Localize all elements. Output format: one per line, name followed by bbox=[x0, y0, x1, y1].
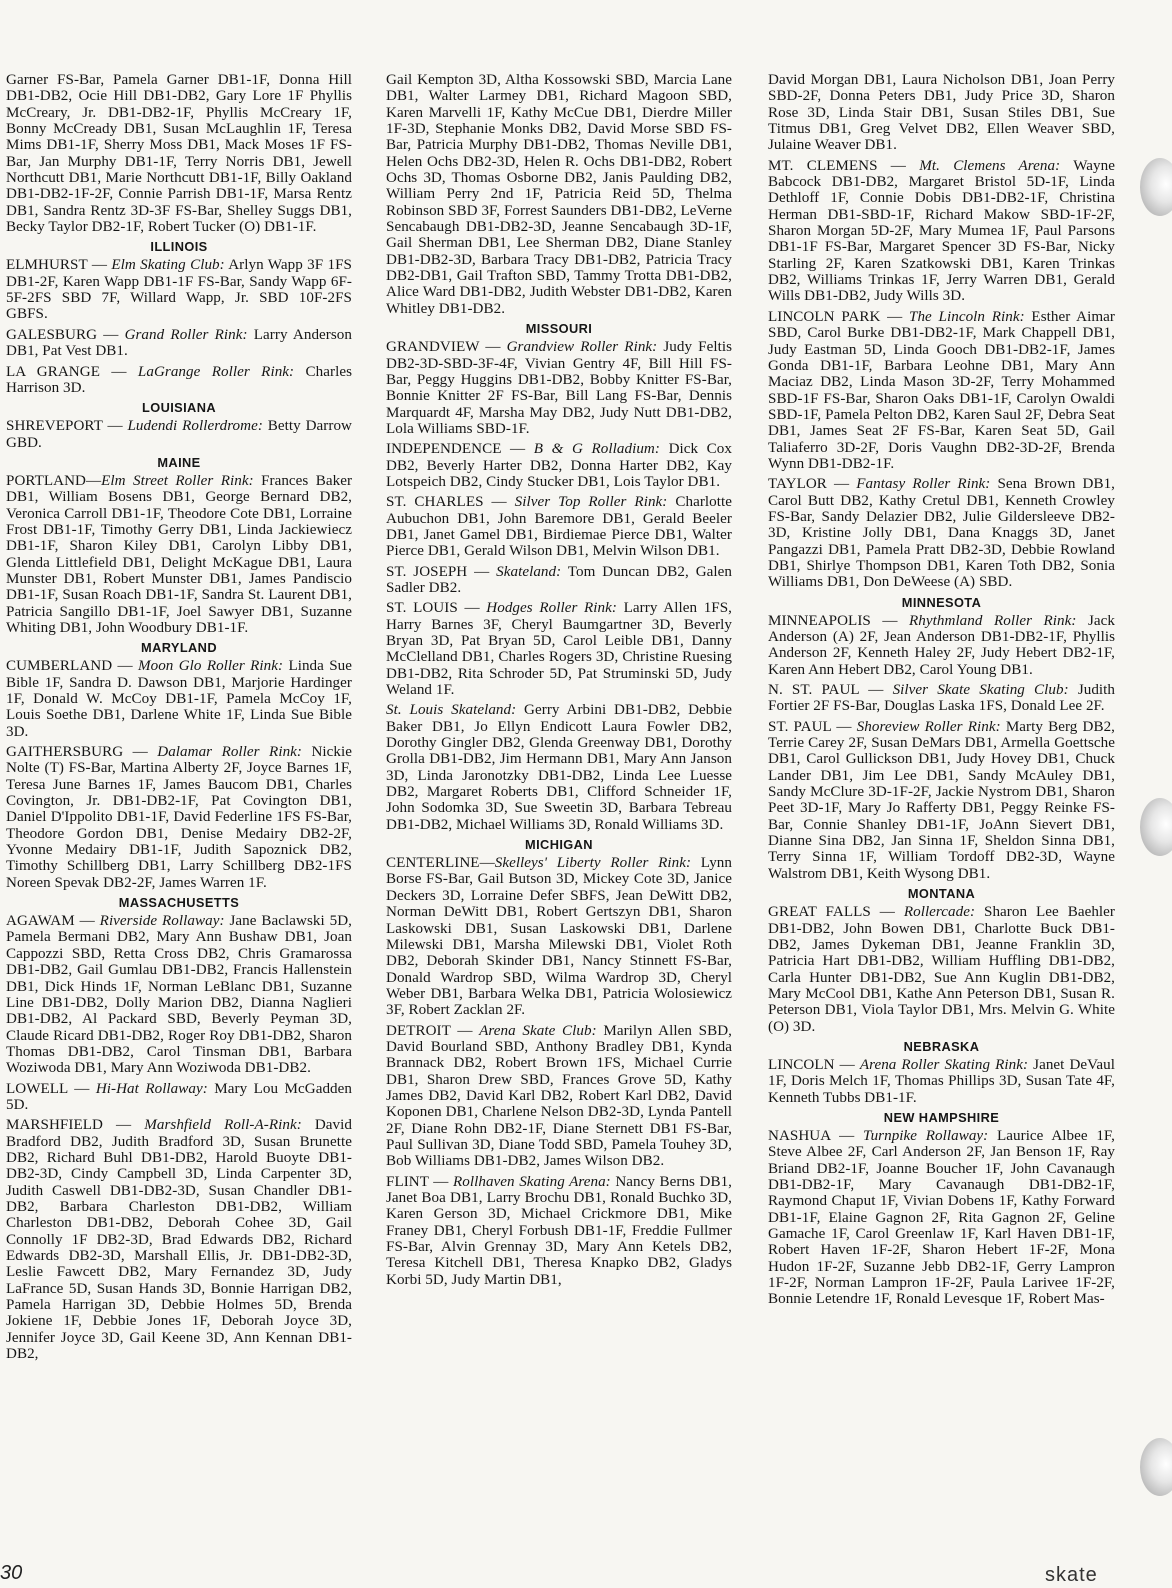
state-heading: MICHIGAN bbox=[525, 837, 593, 853]
city-name: LA GRANGE bbox=[6, 363, 100, 380]
skater-list: Frances Baker DB1, William Bosens DB1, George Bernard DB2, Veronica Carroll DB1-1F, Theodore Cote DB1, Lorraine Frost DB1-1F, Timothy Gerry DB1, Linda Jackiewiecz DB1-1F, Sharon Kiley DB1, Carolyn Libby DB1, Glenda Littlefield DB1, Delight McKague DB1, Laura Munster DB1, Robert Munster DB1, James Pandiscio DB1-1F, Susan Roach DB1-1F, Sandra St. Laurent DB1, Patricia Sangillo DB1-1F, Joel Sawyer DB1, Suzanne Whiting DB1, John Woodbury DB1-1F. bbox=[6, 472, 353, 636]
separator: — bbox=[102, 1117, 145, 1134]
state-heading: LOUISIANA bbox=[142, 400, 216, 416]
separator: — bbox=[450, 1022, 480, 1039]
rink-entry bbox=[386, 1174, 732, 1288]
skater-list: Gail Kempton 3D, Altha Kossowski SBD, Marcia Lane DB1, Walter Larmey DB1, Richard Magoon SBD, Karen Marvelli 1F, Kathy McCue DB1, Dierdre Miller 1F-3D, Stephanie Monks DB2, David Morse SBD FS-Bar, Patricia Murphy DB1-DB2, Thomas Neville DB1, Helen Ochs DB2-3D, Helen R. Ochs DB1-DB2, Robert Ochs 3D, Thomas Osborne DB2, Janis Paulding DB2, William Perry 2nd 1F, Patricia Reid 5D, Thelma Robinson SBD 3F, Forrest Saunders DB1-DB2, LeVerne Sencabaugh DB1-DB2-3D, Jeanne Sencabaugh 3D-1F, Gail Sherman DB1, Lee Sherman DB2, Diane Stanley DB1-DB2-3D, Barbara Tracy DB1-DB2, Patricia Tracy DB2-DB1, Gail Trafton SBD, Tammy Trotta DB1-DB2, Alice Ward DB1-DB2, Judith Webster DB1-DB2, Karen Whitley DB1-DB2. bbox=[386, 72, 732, 317]
separator: — bbox=[112, 658, 138, 675]
skater-list: Nancy Berns DB1, Janet Boa DB1, Larry Brochu DB1, Ronald Buchko 3D, Karen Gerson 3D, Michael Crickmore DB1, Mike Franey DB1, Cheryl Forbush DB1-1F, Freddie Fullmer FS-Bar, Alvin Grennay 3D, Mary Ann Ketels DB2, Teresa Kitchell DB1, Theresa Knapko DB2, Gladys Korbi 5D, Judy Martin DB1, bbox=[386, 1173, 733, 1288]
city-name: ELMHURST bbox=[6, 257, 88, 274]
city-name: LINCOLN bbox=[768, 1056, 835, 1073]
city-name: LOWELL bbox=[6, 1080, 68, 1097]
skater-list: Mary Lou McGadden 5D. bbox=[6, 1080, 352, 1113]
state-heading: MASSACHUSETTS bbox=[118, 895, 240, 911]
rink-name: Elm Street Roller Rink: bbox=[101, 472, 254, 489]
rink-name: Marshfield Roll-A-Rink: bbox=[144, 1117, 302, 1134]
skater-list: Arlyn Wapp 3F 1FS DB1-2F, Karen Wapp DB1-1F FS-Bar, Sandy Wapp 6F-5F-2FS SBD 7F, Willard Wapp, Jr. SBD 10F-2FS GBFS. bbox=[6, 257, 352, 323]
separator: — bbox=[870, 612, 910, 629]
rink-entry bbox=[6, 913, 352, 1076]
rink-entry bbox=[386, 564, 732, 597]
skater-list: Nickie Nolte (T) FS-Bar, Martina Alberty 2F, Joyce Barnes 1F, Teresa June Barnes 1F, James Baucom DB1, Charles Covington, Jr. DB1-DB2-1F, Pat Covington DB1, Daniel D'Ippolito DB1-1F, David Federline 1FS FS-Bar, Theodore Gordon DB1, Denise Medairy DB2-2F, Yvonne Medairy DB1-1F, Judith Sapoznick DB2, Timothy Schillberg DB1, Larry Schillberg DB2-1FS Noreen Spevak DB2-2F, James Warren 1F. bbox=[6, 744, 353, 891]
city-name: GAITHERSBURG bbox=[6, 744, 124, 761]
city-name: LINCOLN PARK bbox=[768, 308, 881, 325]
state-heading: ILLINOIS bbox=[150, 239, 208, 255]
rink-name: Dalamar Roller Rink: bbox=[157, 744, 302, 761]
rink-name: Riverside Rollaway: bbox=[99, 913, 225, 930]
rink-entry bbox=[6, 257, 352, 322]
separator: — bbox=[428, 1173, 453, 1190]
column-3 bbox=[768, 72, 1115, 1312]
skater-list: Charlotte Aubuchon DB1, John Baremore DB1, Gerald Beeler DB1, Janet Gamel DB1, Birdiemae Pierce DB1, Walter Pierce DB1, Gerald Wilson DB1, Melvin Wilson DB1. bbox=[386, 494, 732, 560]
rink-name: Hi-Hat Rollaway: bbox=[95, 1080, 208, 1097]
skater-list: Tom Duncan DB2, Galen Sadler DB2. bbox=[386, 563, 732, 596]
rink-name: Grandview Roller Rink: bbox=[506, 339, 658, 356]
rink-entry bbox=[768, 613, 1115, 678]
rink-entry bbox=[768, 309, 1115, 472]
rink-entry bbox=[6, 72, 352, 235]
rink-entry bbox=[6, 658, 352, 740]
city-name: GREAT FALLS bbox=[768, 904, 871, 921]
rink-name: Hodges Roller Rink: bbox=[486, 600, 617, 617]
city-name: INDEPENDENCE bbox=[386, 441, 502, 458]
binder-hole bbox=[1140, 798, 1172, 856]
separator: — bbox=[830, 1127, 863, 1144]
rink-entry bbox=[386, 600, 732, 698]
rink-entry bbox=[768, 719, 1115, 882]
rink-name: Mt. Clemens Arena: bbox=[919, 157, 1061, 174]
rink-entry bbox=[6, 418, 352, 451]
state-heading: MISSOURI bbox=[525, 321, 593, 337]
separator: — bbox=[859, 682, 893, 699]
state-heading: NEBRASKA bbox=[903, 1038, 980, 1054]
separator: — bbox=[826, 476, 857, 493]
skater-list: Judy Feltis DB2-3D-SBD-3F-4F, Vivian Gentry 4F, Bill Hill FS-Bar, Peggy Huggins DB1-DB2, Bobby Knitter FS-Bar, Bonnie Knitter 2F FS-Bar, Bill Lang FS-Bar, Dennis Marquardt 4F, Marsha May DB2, Judy Nutt DB1-DB2, Lola Williams SBD-1F. bbox=[386, 339, 732, 437]
rink-name: Rollercade: bbox=[903, 904, 976, 921]
skater-list: Marty Berg DB2, Terrie Carey 2F, Susan DeMars DB1, Armella Goettsche DB1, Carol Gullickson DB1, Judy Hovey DB1, Chuck Lander DB1, Jim Lee DB1, Sandy McAuley DB1, Sandy McClure 3D-1F-2F, Jackie Nystrom DB1, Sharon Peet 3D-1F, Mary Jo Rafferty DB1, Peggy Reinke FS-Bar, Connie Shanley DB1-1F, JoAnn Sievert DB1, Dianne Sina DB2, Jan Sinna 1F, Sheldon Sinna DB1, Terry Sinna 1F, William Tordoff DB2-3D, Wayne Walstrom DB1, Keith Wysong DB1. bbox=[768, 718, 1115, 882]
rink-name: LaGrange Roller Rink: bbox=[137, 363, 295, 380]
skater-list: Linda Sue Bible 1F, Sandra D. Dawson DB1, Marjorie Hardinger 1F, Donald W. McCoy DB1-1F, Pamela McCoy 1F, Louis Soethe DB1, Darlene White 1F, Linda Sue Bible 3D. bbox=[6, 658, 353, 740]
rink-name: Rhythmland Roller Rink: bbox=[909, 612, 1077, 629]
rink-name: Elm Skating Club: bbox=[111, 257, 225, 274]
city-name: MARSHFIELD bbox=[6, 1117, 103, 1134]
separator: — bbox=[479, 855, 495, 872]
skater-list: Esther Aimar SBD, Carol Burke DB1-DB2-1F, Mark Chappell DB1, Judy Eastman 5D, Linda Gooch DB1-DB2-1F, James Gonda DB1-1F, Barbara Leohne DB1, Mary Ann Maciaz DB2, Linda Mason 3D-2F, Terry Mohammed SBD-1F FS-Bar, Sharon Oaks DB1-1F, Carolyn Owaldi SBD-1F, Pamela Pelton DB2, Karen Saul 2F, Debra Seat DB1, James Seat 2F FS-Bar, Karen Seat 5D, Gail Taliaferro 3D-2F, Doris Vaughn DB2-3D-2F, Brenda Wynn DB1-DB2-1F. bbox=[768, 308, 1115, 472]
rink-entry bbox=[386, 855, 732, 1018]
rink-name: Fantasy Roller Rink: bbox=[856, 476, 991, 493]
state-heading: MINNESOTA bbox=[901, 594, 982, 610]
city-name: GALESBURG bbox=[6, 326, 98, 343]
skater-list: Janet DeVaul 1F, Doris Melch 1F, Thomas Phillips 3D, Susan Tate 4F, Kenneth Tubbs DB1-1F. bbox=[768, 1056, 1116, 1106]
rink-entry bbox=[6, 744, 352, 891]
column-2 bbox=[386, 72, 732, 1292]
city-name: SHREVEPORT bbox=[6, 418, 103, 435]
skater-list: Garner FS-Bar, Pamela Garner DB1-1F, Donna Hill DB1-DB2, Ocie Hill DB1-DB2, Gary Lore 1F Phyllis McCreary, Jr. DB1-DB2-1F, Phyllis McCreary 1F, Bonny McCready DB1, Susan McLaughlin 1F, Teresa Mims DB1-1F, Sherry Moss DB1, Mack Moses 1F FS-Bar, Jan Murphy DB1-1F, Terry Norris DB1, Jewell Northcutt DB1, Marie Northcutt DB1-1F, Billy Oakland DB1-DB2-1F-2F, Connie Parrish DB1-1F, Marsa Rentz DB1, Sandra Rentz 3D-3F FS-Bar, Shelley Suggs DB1, Becky Taylor DB2-1F, Robert Tucker (O) DB1-1F. bbox=[6, 72, 352, 236]
separator: — bbox=[467, 563, 497, 580]
skater-list: Larry Anderson DB1, Pat Vest DB1. bbox=[6, 326, 352, 360]
separator: — bbox=[479, 339, 507, 356]
rink-entry bbox=[386, 72, 732, 317]
rink-name: Silver Skate Skating Club: bbox=[892, 682, 1069, 699]
rink-name: Ludendi Rollerdrome: bbox=[127, 418, 263, 435]
column-1 bbox=[6, 72, 352, 1366]
rink-entry bbox=[386, 441, 732, 490]
skater-list: Larry Allen 1FS, Harry Barnes 3F, Cheryl Baumgartner 3D, Beverly Bryan 3D, Pat Bryan 5D, Carol Leible DB1, Danny McClelland DB1, Charles Rogers 3D, Christine Ruesing DB1-DB2, Rita Schroder 5D, Pat Struminski 5D, Judy Weland 1F. bbox=[386, 600, 733, 699]
separator: — bbox=[86, 472, 102, 489]
skater-list: Charles Harrison 3D. bbox=[6, 363, 352, 396]
rink-name: Grand Roller Rink: bbox=[124, 326, 248, 343]
skater-list: Dick Cox DB2, Beverly Harter DB2, Donna Harter DB2, Kay Lotspeich DB2, Cindy Stucker DB1, Lois Taylor DB1. bbox=[386, 441, 732, 490]
rink-entry bbox=[768, 72, 1115, 154]
rink-entry bbox=[768, 682, 1115, 715]
skater-list: Wayne Babcock DB1-DB2, Margaret Bristol 5D-1F, Linda Dethloff 1F, Connie Dobis DB1-DB2-1F, Christina Herman DB1-SBD-1F, Richard Makow SBD-1F-2F, Sharon Morgan 5D-2F, Mary Mumea 1F, Paul Parsons DB1-1F FS-Bar, Margaret Spencer 3D FS-Bar, Nicky Starling 2F, Karen Szatkowski DB1, Karen Trinkas DB2, Williams Trinkas 1F, Jerry Warren DB1, Gerald Wills DB1-DB2, Judy Wills 3D. bbox=[768, 157, 1115, 305]
rink-entry bbox=[6, 364, 352, 397]
state-heading: MARYLAND bbox=[141, 640, 217, 656]
rink-name: Turnpike Rollaway: bbox=[862, 1127, 989, 1144]
rink-entry bbox=[386, 1023, 732, 1170]
city-name: N. ST. PAUL bbox=[768, 682, 860, 699]
rink-entry bbox=[768, 158, 1115, 305]
skater-list: Jane Baclawski 5D, Pamela Bermani DB2, Mary Ann Bushaw DB1, Joan Cappozzi SBD, Retta Cross DB2, Chris Gramarossa DB1-DB2, Gail Gumlau DB1-DB2, Francis Hallenstein DB1, Dick Hinds 1F, Norman LeBlanc DB1, Suzanne Line DB1-DB2, Dolly Marion DB2, Dianna Naglieri DB1-DB2, Al Packard SBD, Beverly Peyman 3D, Claude Ricard DB1-DB2, Roger Roy DB1-DB2, Sharon Thomas DB1-DB2, Carol Tinsman DB1, Barbara Woziwoda DB1, Mary Ann Woziwoda DB1-DB2. bbox=[6, 913, 352, 1077]
separator: — bbox=[87, 257, 112, 274]
rink-entry bbox=[386, 702, 732, 833]
separator: — bbox=[74, 913, 100, 930]
separator: — bbox=[123, 744, 158, 761]
city-name: ST. PAUL bbox=[768, 718, 832, 735]
city-name: CENTERLINE bbox=[386, 855, 480, 872]
state-heading: MAINE bbox=[157, 454, 201, 470]
skater-list: Marilyn Allen SBD, David Bourland SBD, Anthony Bradley DB1, Kynda Brannack DB2, Robert Brown 1FS, Michael Currie DB1, Sharon Drew SBD, Frances Grove 5D, Kathy James DB2, David Karl DB2, Robert Karl DB2, David Koponen DB1, Charlene Nelson DB2-3D, Lynda Pantell 2F, Diane Rohn DB2-1F, Diane Sternett DB1 FS-Bar, Paul Sullivan 3D, Diane Todd SBD, Pamela Touhey 3D, Bob Williams DB1-DB2, James Wilson DB2. bbox=[386, 1022, 732, 1170]
city-name: PORTLAND bbox=[6, 472, 86, 489]
rink-entry bbox=[386, 339, 732, 437]
city-name: FLINT bbox=[386, 1173, 429, 1190]
city-name: MINNEAPOLIS bbox=[768, 612, 871, 629]
city-name: TAYLOR bbox=[768, 476, 827, 493]
page-number: 30 bbox=[0, 1562, 23, 1584]
skater-list: Judith Fortier 2F FS-Bar, Douglas Laska 1FS, Donald Lee 2F. bbox=[768, 682, 1116, 715]
city-name: ST. JOSEPH bbox=[386, 563, 468, 580]
separator: — bbox=[67, 1080, 96, 1097]
skater-list: David Morgan DB1, Laura Nicholson DB1, Joan Perry SBD-2F, Donna Peters DB1, Judy Price 3D, Sharon Rose 3D, Linda Stair DB1, Susan Stiles DB1, Sue Titmus DB1, Greg Velvet DB2, Ellen Weaver SBD, Julaine Weaver DB1. bbox=[768, 72, 1115, 154]
rink-entry bbox=[6, 327, 352, 360]
rink-name: Rollhaven Skating Arena: bbox=[453, 1173, 611, 1190]
rink-name: Skelleys' Liberty Roller Rink: bbox=[494, 855, 692, 872]
skater-list: Jack Anderson (A) 2F, Jean Anderson DB1-DB2-1F, Phyllis Anderson 2F, Kenneth Haley 2F, Judy Hebert DB2-1F, Karen Ann Hebert DB2, Carol Young DB1. bbox=[768, 612, 1115, 678]
separator: — bbox=[880, 308, 910, 325]
rink-name: Moon Glo Roller Rink: bbox=[137, 658, 284, 675]
city-name: GRANDVIEW bbox=[386, 339, 480, 356]
city-name: AGAWAM bbox=[6, 913, 75, 930]
skater-list: David Bradford DB2, Judith Bradford 3D, Susan Brunette DB2, Richard Buhl DB1-DB2, Harold Buoyte DB1-DB2-3D, Cindy Campbell 3D, Linda Carpenter 3D, Judith Caswell DB1-DB2-3D, Susan Chandler DB1-DB2, Barbara Charleston DB1-DB2, William Charleston DB1-DB2, Deborah Cohee 3D, Gail Connolly 1F DB2-3D, Brad Edwards DB2, Richard Edwards DB2-3D, Marshall Ellis, Jr. DB1-DB2-3D, Leslie Fawcett DB2, Mary Fernandez 3D, Judy LaFrance 5D, Susan Hands 3D, Bonnie Harrigan DB2, Pamela Harrigan 3D, Debbie Holmes 5D, Brenda Jokiene 1F, Debbie Jones 1F, Deborah Joyce 3D, Jennifer Joyce 3D, Gail Keene 3D, Ann Kennan DB1-DB2, bbox=[6, 1117, 352, 1363]
separator: — bbox=[97, 326, 125, 343]
city-name: ST. CHARLES bbox=[386, 494, 484, 511]
city-name: CUMBERLAND bbox=[6, 658, 113, 675]
footer-magazine-name: skate bbox=[1045, 1564, 1098, 1586]
city-name: NASHUA bbox=[768, 1127, 831, 1144]
rink-entry bbox=[768, 904, 1115, 1035]
separator: — bbox=[99, 363, 138, 380]
rink-entry bbox=[768, 476, 1115, 590]
rink-name: B & G Rolladium: bbox=[533, 441, 660, 458]
skater-list: Lynn Borse FS-Bar, Gail Butson 3D, Mickey Cote 3D, Janice Deckers 3D, Lorraine Defer SBFS, Jean DeWitt DB2, Norman DeWitt DB1, Robert Gertszyn DB1, Sharon Laskowski DB1, Susan Laskowski DB1, Darlene Milewski DB1, Marsha Milewski DB1, Violet Roth DB2, Deborah Skinder DB1, Nancy Stinnett FS-Bar, Donald Wardrop SBD, Wilma Wardrop 3D, Cheryl Weber DB1, Barbara Welka DB1, Patricia Wolosiewicz 3F, Robert Zacklan 2F. bbox=[386, 855, 732, 1019]
skater-list: Gerry Arbini DB1-DB2, Debbie Baker DB1, Jo Ellyn Endicott Laura Fowler DB2, Dorothy Gingler DB2, Glenda Greenway DB1, Dorothy Grolla DB1-DB2, Jim Hermann DB1, Mary Ann Janson 3D, Linda Jaronotzky DB1-DB2, Linda Lee Luesse DB2, Margaret Roberts DB1, Clifford Schneider 1F, John Sodomka 3D, Sue Sweetin 3D, Barbara Tebreau DB1-DB2, Michael Williams 3D, Ronald Williams 3D. bbox=[386, 702, 732, 833]
separator: — bbox=[483, 494, 515, 511]
separator: — bbox=[870, 904, 904, 921]
rink-entry bbox=[6, 1117, 352, 1362]
separator: — bbox=[457, 600, 487, 617]
separator: — bbox=[834, 1056, 860, 1073]
skater-list: Sena Brown DB1, Carol Butt DB2, Kathy Cretul DB1, Kenneth Crowley FS-Bar, Sandy Delazier DB2, Julie Gildersleeve DB2-3D, Kristine Jolly DB1, Dana Knaggs 3D, Janet Pangazzi DB1, Pamela Pratt DB2-3D, Debbie Rowland DB1, Shirlye Thompson DB1, Karen Toth DB2, Sonia Williams DB1, Don DeWeese (A) SBD. bbox=[768, 476, 1116, 591]
rink-name: St. Louis Skateland: bbox=[386, 702, 517, 719]
skater-list: Betty Darrow GBD. bbox=[6, 418, 352, 451]
rink-entry bbox=[6, 473, 352, 636]
state-heading: NEW HAMPSHIRE bbox=[883, 1109, 1000, 1125]
rink-entry bbox=[768, 1057, 1115, 1106]
city-name: DETROIT bbox=[386, 1022, 451, 1039]
city-name: MT. CLEMENS bbox=[768, 157, 878, 174]
rink-name: Shoreview Roller Rink: bbox=[856, 718, 1001, 735]
city-name: ST. LOUIS bbox=[386, 600, 458, 617]
rink-entry bbox=[768, 1128, 1115, 1308]
rink-name: Arena Roller Skating Rink: bbox=[859, 1056, 1029, 1073]
separator: — bbox=[877, 157, 920, 174]
skater-list: Laurice Albee 1F, Steve Albee 2F, Carl Anderson 2F, Jan Benson 1F, Ray Briand DB2-1F, Joanne Boucher 1F, John Cavanaugh DB1-DB2-1F, Mary Cavanaugh DB1-DB2-1F, Raymond Chaput 1F, Vivian Dobens 1F, Kathy Forward DB1-1F, Elaine Gagnon 2F, Rita Gagnon 2F, Geline Gamache 1F, Carol Greenlaw 1F, Karl Haven DB1-1F, Robert Haven 1F-2F, Sharon Hebert 1F-2F, Mona Hudon 1F-2F, Suzanne Jebb DB2-1F, Gerry Lampron 1F-2F, Norman Lampron 1F-2F, Paula Larivee 1F-2F, Bonnie Letendre 1F, Ronald Levesque 1F, Robert Mas- bbox=[768, 1127, 1115, 1308]
separator: — bbox=[102, 418, 128, 435]
rink-name: The Lincoln Rink: bbox=[909, 308, 1025, 325]
separator: — bbox=[501, 441, 534, 458]
binder-hole bbox=[1140, 1438, 1172, 1496]
state-heading: MONTANA bbox=[907, 886, 976, 902]
rink-name: Arena Skate Club: bbox=[479, 1022, 597, 1039]
skater-list: Sharon Lee Baehler DB1-DB2, John Bowen DB1, Charlotte Buck DB1-DB2, James Dykeman DB1, Jeanne Franklin 3D, Patricia Hart DB1-DB2, William Huffling DB1-DB2, Carla Hunter DB1-DB2, Sue Ann Kuglin DB1-DB2, Mary McCool DB1, Kathe Ann Peterson DB1, Susan R. Peterson DB1, Viola Taylor DB1, Mrs. Melvin G. White (O) 3D. bbox=[768, 904, 1115, 1035]
binder-hole bbox=[1140, 158, 1172, 216]
rink-entry bbox=[6, 1081, 352, 1114]
rink-entry bbox=[386, 494, 732, 559]
rink-name: Silver Top Roller Rink: bbox=[514, 494, 668, 511]
rink-name: Skateland: bbox=[496, 563, 562, 580]
separator: — bbox=[831, 718, 857, 735]
